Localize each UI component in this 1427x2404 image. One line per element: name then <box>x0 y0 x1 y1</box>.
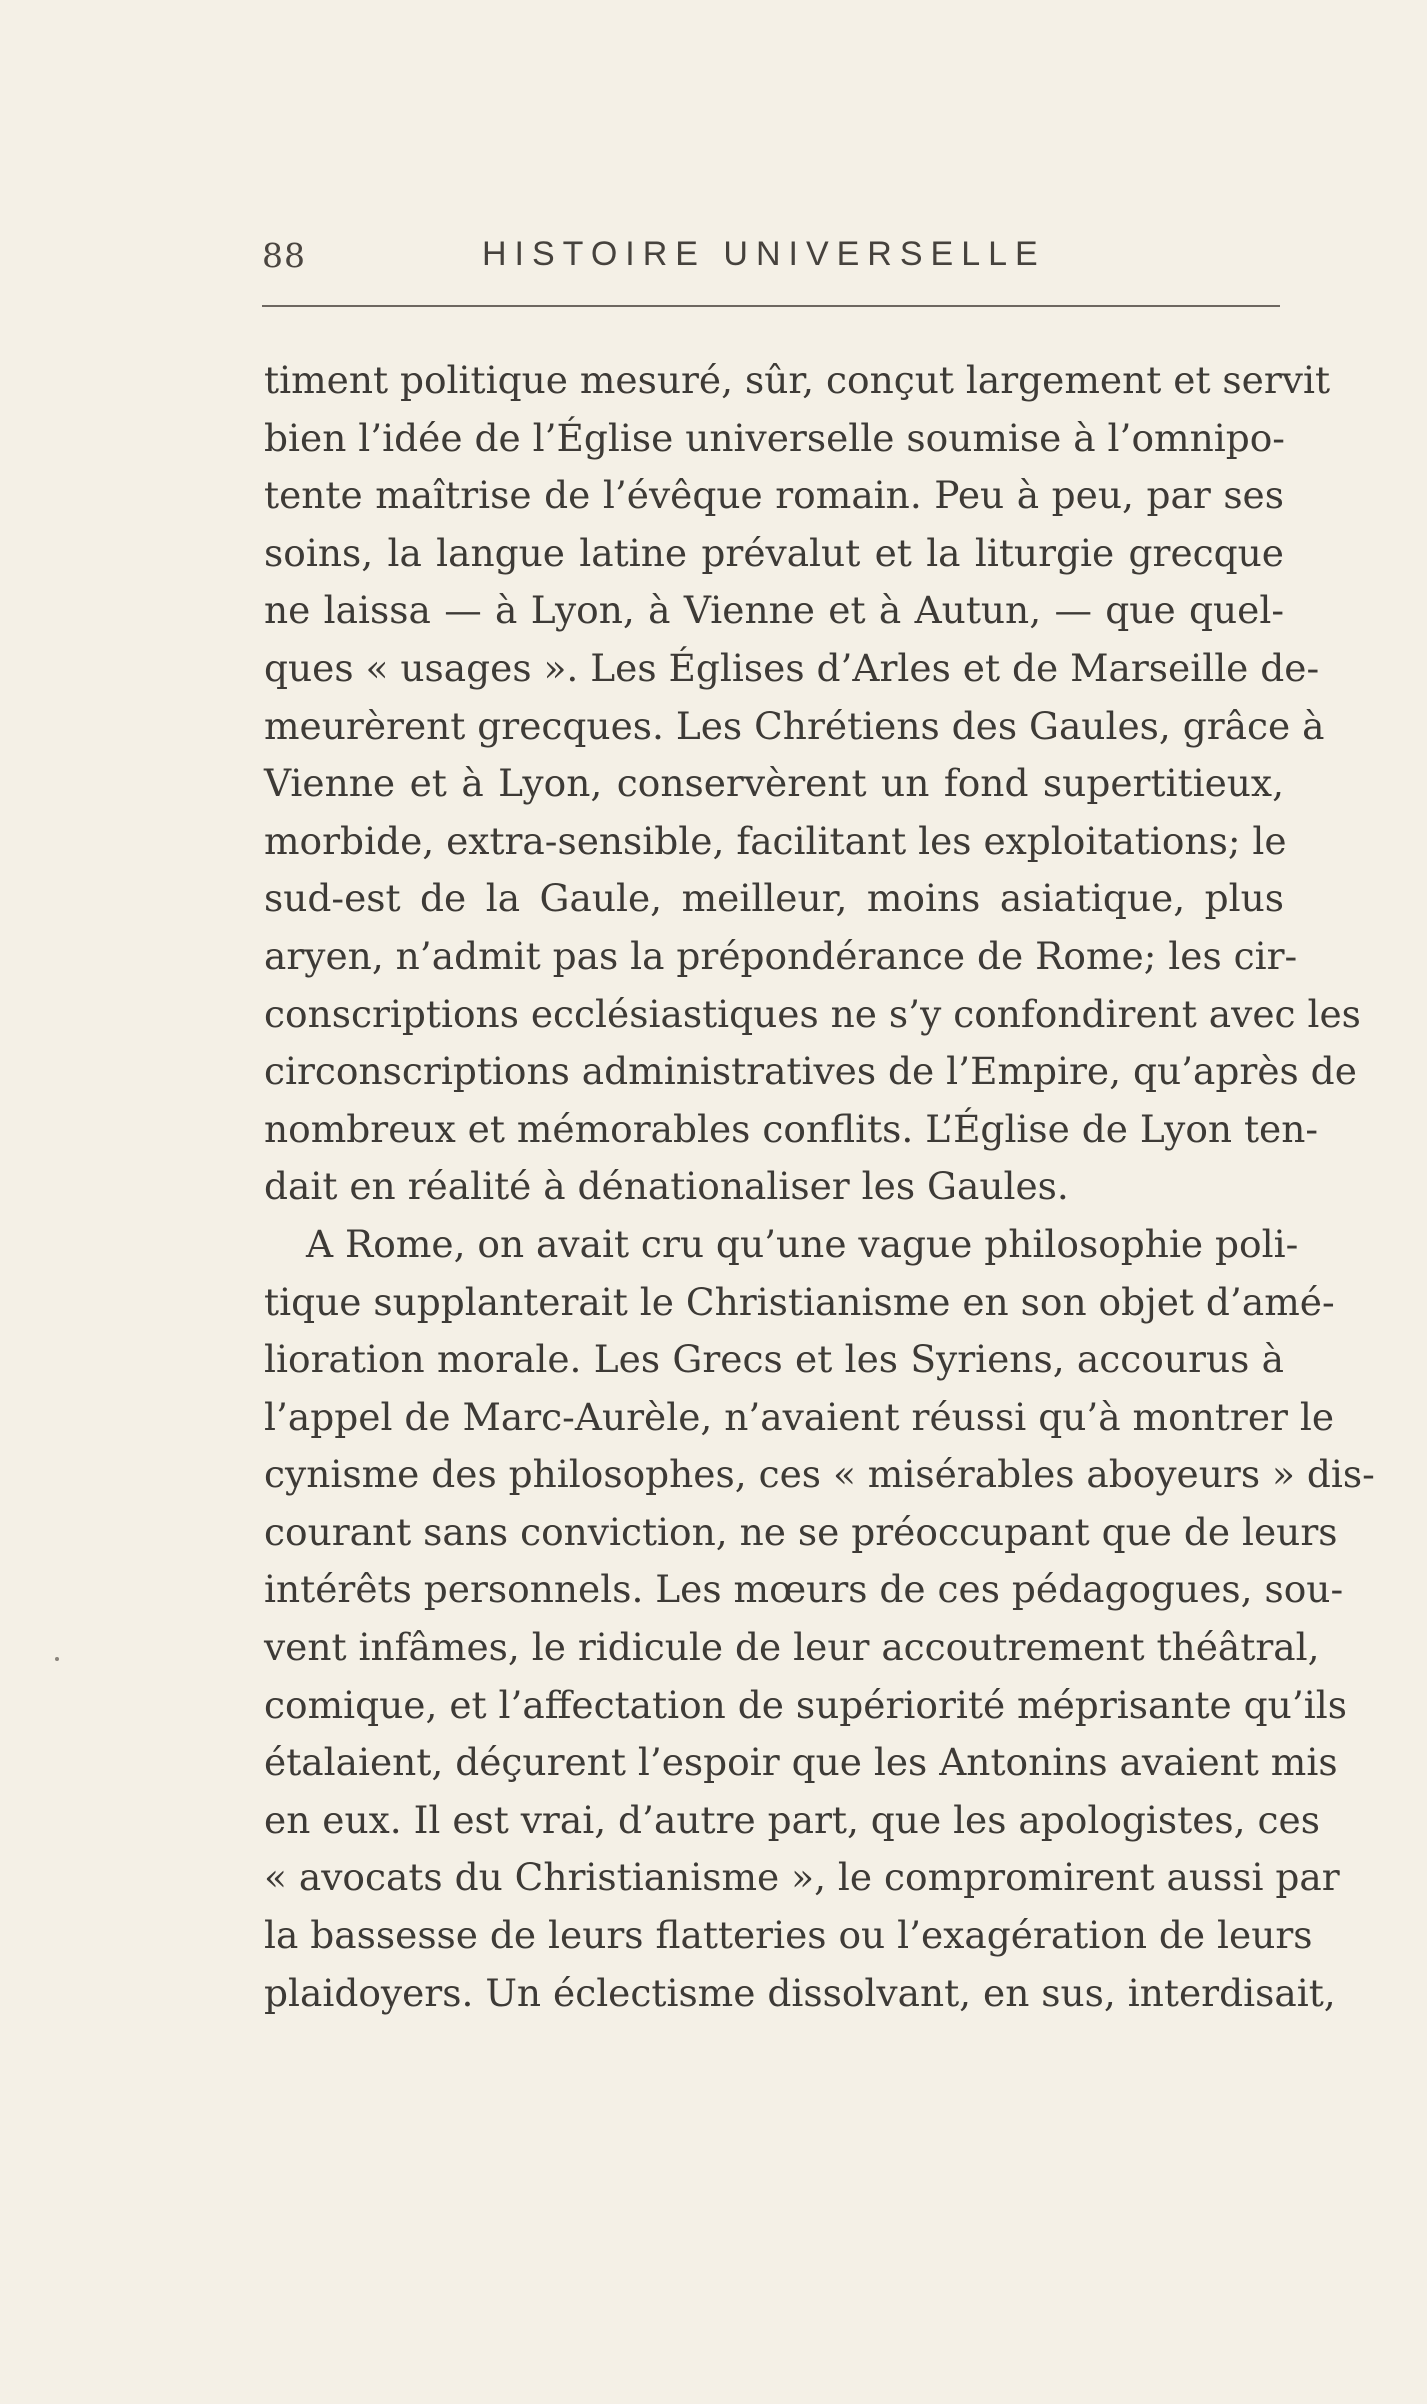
running-title: HISTOIRE UNIVERSELLE <box>482 235 1046 273</box>
text-line: tente maîtrise de l’évêque romain. Peu à peu, par ses <box>264 473 1284 518</box>
margin-speck <box>55 1657 59 1661</box>
text-line: étalaient, déçurent l’espoir que les Antonins avaient mis <box>264 1740 1338 1785</box>
text-line: lioration morale. Les Grecs et les Syriens, accourus à <box>264 1337 1284 1382</box>
text-line: intérêts personnels. Les mœurs de ces pédagogues, sou- <box>264 1567 1344 1612</box>
paragraph-end-line: dait en réalité à dénationaliser les Gaules. <box>264 1164 1069 1209</box>
text-line: ques « usages ». Les Églises d’Arles et de Marseille de- <box>264 645 1320 690</box>
text-line: comique, et l’affectation de supériorité méprisante qu’ils <box>264 1682 1347 1727</box>
text-line: ne laissa — à Lyon, à Vienne et à Autun, — que quel- <box>264 588 1284 633</box>
text-line: conscriptions ecclésiastiques ne s’y confondirent avec les <box>264 991 1361 1036</box>
text-line: Vienne et à Lyon, conservèrent un fond supertitieux, <box>264 761 1284 806</box>
header-rule <box>262 305 1280 307</box>
text-line: aryen, n’admit pas la prépondérance de Rome; les cir- <box>264 933 1298 978</box>
text-line: bien l’idée de l’Église universelle soumise à l’omnipo- <box>264 415 1285 460</box>
text-line: timent politique mesuré, sûr, conçut largement et servit <box>264 358 1331 402</box>
text-line: sud-est de la Gaule, meilleur, moins asiatique, plus <box>264 876 1284 921</box>
body-text <box>264 352 1375 2022</box>
text-line: circonscriptions administratives de l’Empire, qu’après de <box>264 1049 1357 1094</box>
text-line: « avocats du Christianisme », le compromirent aussi par <box>264 1855 1340 1900</box>
page-number: 88 <box>262 236 306 275</box>
text-line: plaidoyers. Un éclectisme dissolvant, en sus, interdisait, <box>264 1970 1336 2015</box>
text-line: soins, la langue latine prévalut et la liturgie grecque <box>264 530 1284 575</box>
text-line: cynisme des philosophes, ces « misérables aboyeurs » dis- <box>264 1452 1375 1497</box>
text-line: morbide, extra-sensible, facilitant les exploitations; le <box>264 818 1287 863</box>
text-line: en eux. Il est vrai, d’autre part, que les apologistes, ces <box>264 1797 1320 1842</box>
text-line: tique supplanterait le Christianisme en son objet d’amé- <box>264 1279 1335 1324</box>
text-line: courant sans conviction, ne se préoccupant que de leurs <box>264 1509 1338 1554</box>
text-line: l’appel de Marc-Aurèle, n’avaient réussi qu’à montrer le <box>264 1394 1335 1439</box>
text-line: nombreux et mémorables conflits. L’Église de Lyon ten- <box>264 1106 1319 1151</box>
paragraph-start-line: A Rome, on avait cru qu’une vague philosophie poli- <box>306 1221 1299 1266</box>
text-line: vent infâmes, le ridicule de leur accoutrement théâtral, <box>264 1625 1320 1670</box>
text-line: la bassesse de leurs flatteries ou l’exagération de leurs <box>264 1913 1313 1958</box>
text-line: meurèrent grecques. Les Chrétiens des Gaules, grâce à <box>264 703 1325 748</box>
